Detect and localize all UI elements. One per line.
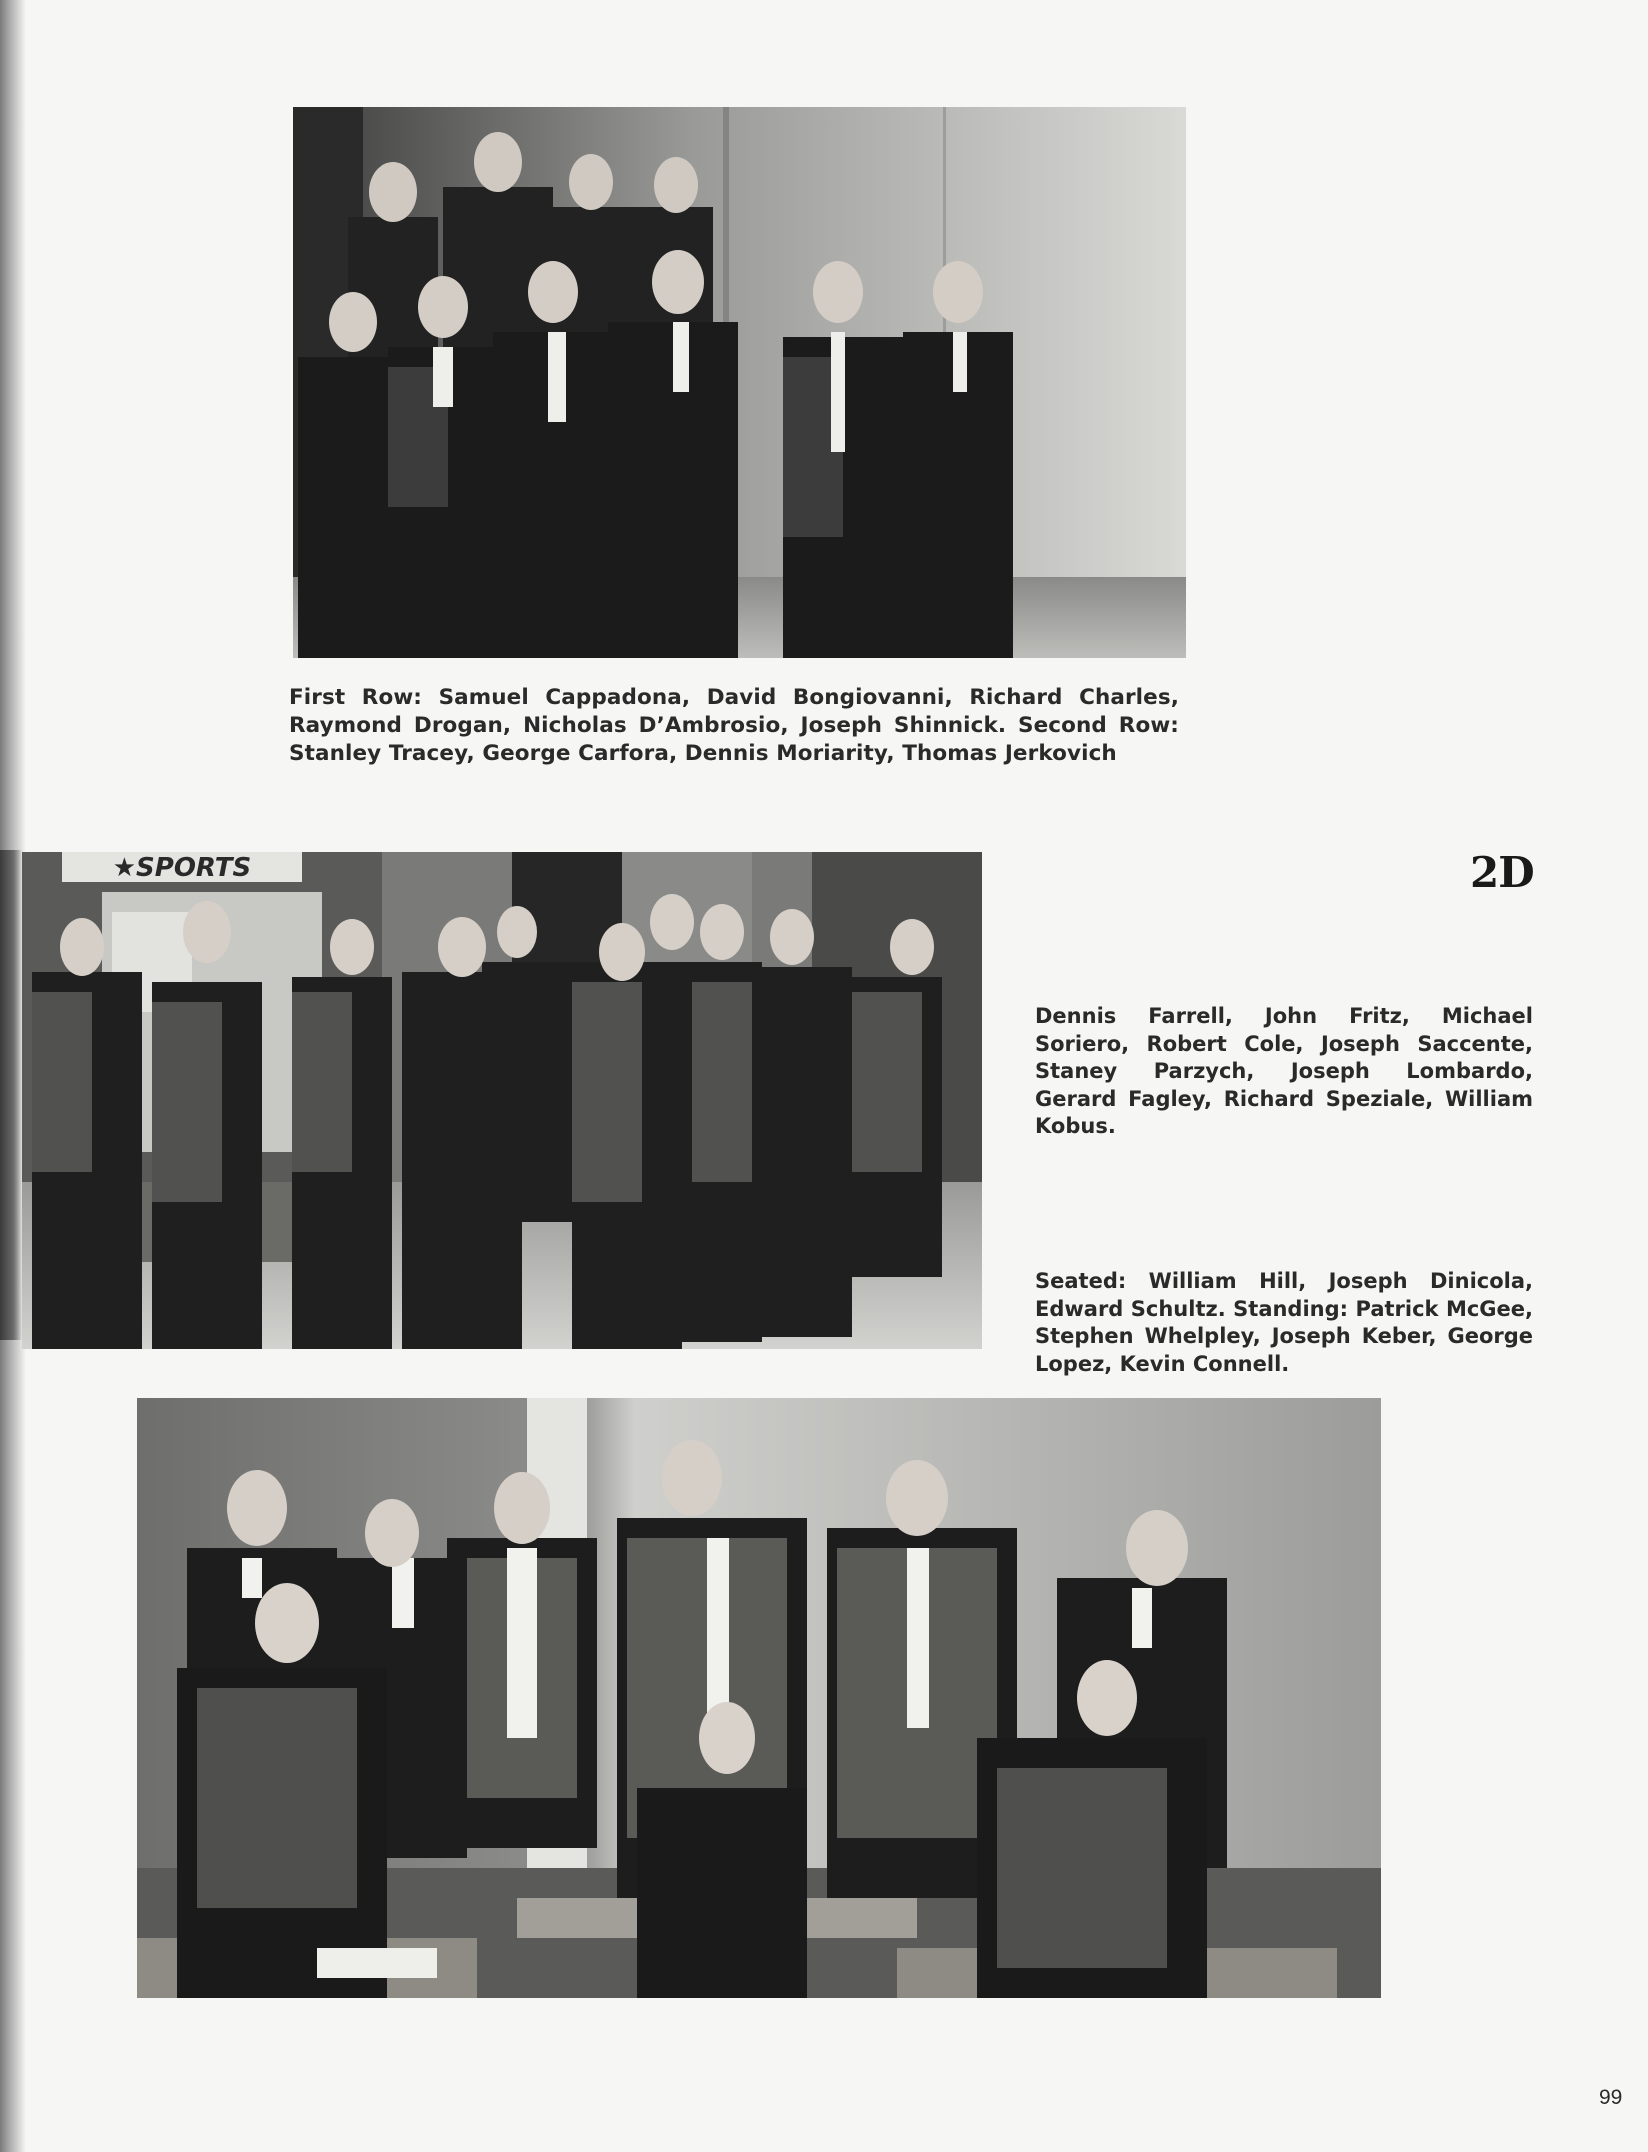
- group-photo-classroom: [137, 1398, 1381, 1998]
- photo-caption-first-row: First Row: Samuel Cappadona, David Bongiovanni, Richard Charles, Raymond Drogan, Nicholas D’Ambrosio, Joseph Shinnick. Second Row: Stanley Tracey, George Carfora, Dennis Moriarity, Thomas Jerkovich: [289, 685, 1179, 766]
- group-photo-hallway: [22, 852, 982, 1349]
- bulletin-board-header: ★SPORTS: [112, 853, 252, 883]
- section-label: 2D: [1470, 848, 1534, 897]
- photo-caption-hallway: Dennis Farrell, John Fritz, Michael Soriero, Robert Cole, Joseph Saccente, Staney Parzych, Joseph Lombardo, Gerard Fagley, Richard Speziale, William Kobus.: [1035, 1004, 1533, 1138]
- photo-caption-seated-standing: Seated: William Hill, Joseph Dinicola, Edward Schultz. Standing: Patrick McGee, Stephen Whelpley, Joseph Keber, George Lopez, Kevin Connell.: [1035, 1269, 1533, 1376]
- page-number: 99: [1599, 2086, 1623, 2109]
- binding-shadow-band: [0, 850, 22, 1340]
- group-photo-first-and-second-row: [293, 107, 1186, 658]
